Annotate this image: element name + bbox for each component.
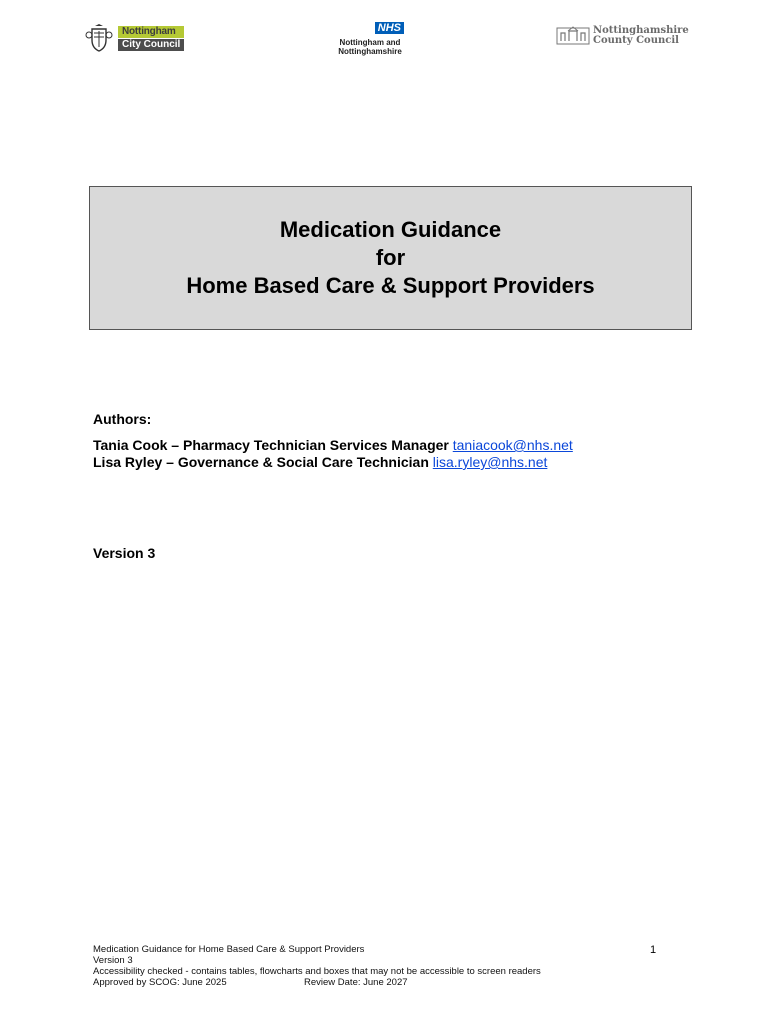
title-line1: Medication Guidance xyxy=(279,217,502,242)
county-crest-icon xyxy=(556,25,590,47)
footer-version: Version 3 xyxy=(93,955,133,966)
county-council-logo xyxy=(556,25,689,47)
city-council-logo xyxy=(84,22,184,54)
author-email-link[interactable]: taniacook@nhs.net xyxy=(452,437,573,453)
nhs-logo xyxy=(330,18,410,56)
author-entry xyxy=(93,437,573,453)
authors-heading: Authors: xyxy=(93,411,152,427)
page-footer xyxy=(93,944,541,988)
page-number: 1 xyxy=(650,944,657,956)
nhs-org-name xyxy=(330,38,410,56)
city-logo-line1: Nottingham xyxy=(118,26,184,38)
footer-doc-title: Medication Guidance for Home Based Care & Support Providers xyxy=(93,944,365,955)
county-logo-line1: Nottinghamshire xyxy=(593,25,689,36)
nhs-badge: NHS xyxy=(375,22,404,34)
title-line3: Home Based Care & Support Providers xyxy=(186,273,595,298)
county-logo-line2: County Council xyxy=(593,35,679,46)
city-logo-line2: City Council xyxy=(118,39,184,51)
footer-approval-row xyxy=(93,977,541,988)
footer-review-date: Review Date: June 2027 xyxy=(304,977,408,988)
author-entry xyxy=(93,454,547,470)
author-email-link[interactable]: lisa.ryley@nhs.net xyxy=(432,454,548,470)
nhs-org-line2: Nottinghamshire xyxy=(338,47,402,56)
footer-accessibility-note: Accessibility checked - contains tables, flowcharts and boxes that may not be accessible to screen readers xyxy=(93,966,541,977)
title-box xyxy=(89,186,692,330)
nhs-org-line1: Nottingham and xyxy=(339,38,401,47)
author-name-role: Lisa Ryley – Governance & Social Care Technician xyxy=(93,454,429,470)
title-line2: for xyxy=(375,245,406,270)
version-label: Version 3 xyxy=(93,545,156,561)
city-crest-icon xyxy=(84,23,114,53)
author-name-role: Tania Cook – Pharmacy Technician Services Manager xyxy=(93,437,449,453)
footer-approved: Approved by SCOG: June 2025 xyxy=(93,977,227,988)
